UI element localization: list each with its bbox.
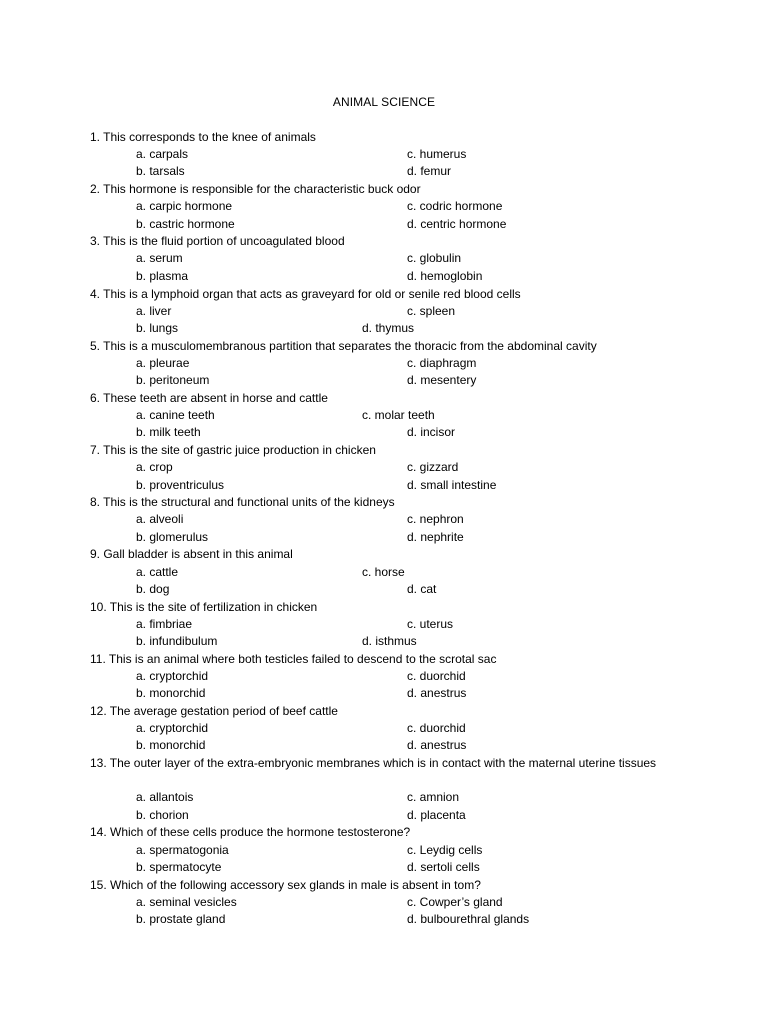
- q7-option-d: d. small intestine: [407, 478, 497, 492]
- q14-option-a: a. spermatogonia: [136, 843, 229, 857]
- question-15: 15. Which of the following accessory sex glands in male is absent in tom?: [90, 878, 481, 892]
- q5-option-b: b. peritoneum: [136, 373, 210, 387]
- question-13: 13. The outer layer of the extra-embryonic membranes which is in contact with the maternal uterine tissues: [90, 756, 657, 770]
- q9-option-a: a. cattle: [136, 565, 179, 579]
- q4-option-c: c. spleen: [407, 304, 456, 318]
- q6-option-d: d. incisor: [407, 425, 456, 439]
- q12-option-c: c. duorchid: [407, 721, 466, 735]
- q13-option-b: b. chorion: [136, 808, 189, 822]
- q14-option-b: b. spermatocyte: [136, 860, 222, 874]
- q5-option-d: d. mesentery: [407, 373, 477, 387]
- q3-option-d: d. hemoglobin: [407, 269, 483, 283]
- question-8: 8. This is the structural and functional units of the kidneys: [90, 495, 395, 509]
- q4-option-a: a. liver: [136, 304, 172, 318]
- document-title: ANIMAL SCIENCE: [332, 95, 436, 109]
- q4-option-b: b. lungs: [136, 321, 179, 335]
- question-6: 6. These teeth are absent in horse and cattle: [90, 391, 328, 405]
- q8-option-d: d. nephrite: [407, 530, 464, 544]
- q6-option-a: a. canine teeth: [136, 408, 215, 422]
- q15-option-a: a. seminal vesicles: [136, 895, 237, 909]
- question-9: 9. Gall bladder is absent in this animal: [90, 547, 293, 561]
- q11-option-d: d. anestrus: [407, 686, 467, 700]
- q9-option-c: c. horse: [362, 565, 405, 579]
- question-3: 3. This is the fluid portion of uncoagulated blood: [90, 234, 345, 248]
- question-10: 10. This is the site of fertilization in chicken: [90, 600, 318, 614]
- question-2: 2. This hormone is responsible for the characteristic buck odor: [90, 182, 421, 196]
- q1-option-d: d. femur: [407, 164, 452, 178]
- q13-option-a: a. allantois: [136, 790, 194, 804]
- q2-option-a: a. carpic hormone: [136, 199, 233, 213]
- q10-option-c: c. uterus: [407, 617, 454, 631]
- q5-option-c: c. diaphragm: [407, 356, 477, 370]
- q1-option-c: c. humerus: [407, 147, 467, 161]
- q14-option-d: d. sertoli cells: [407, 860, 480, 874]
- q1-option-a: a. carpals: [136, 147, 189, 161]
- q3-option-b: b. plasma: [136, 269, 189, 283]
- question-14: 14. Which of these cells produce the hormone testosterone?: [90, 825, 411, 839]
- q7-option-b: b. proventriculus: [136, 478, 225, 492]
- q11-option-a: a. cryptorchid: [136, 669, 209, 683]
- q8-option-a: a. alveoli: [136, 512, 184, 526]
- q7-option-c: c. gizzard: [407, 460, 459, 474]
- q11-option-c: c. duorchid: [407, 669, 466, 683]
- q12-option-a: a. cryptorchid: [136, 721, 209, 735]
- q15-option-d: d. bulbourethral glands: [407, 912, 530, 926]
- q13-option-c: c. amnion: [407, 790, 460, 804]
- q10-option-d: d. isthmus: [362, 634, 417, 648]
- q8-option-c: c. nephron: [407, 512, 464, 526]
- q6-option-c: c. molar teeth: [362, 408, 435, 422]
- q6-option-b: b. milk teeth: [136, 425, 201, 439]
- q9-option-d: d. cat: [407, 582, 437, 596]
- q7-option-a: a. crop: [136, 460, 173, 474]
- q1-option-b: b. tarsals: [136, 164, 185, 178]
- question-11: 11. This is an animal where both testicles failed to descend to the scrotal sac: [90, 652, 497, 666]
- q3-option-c: c. globulin: [407, 251, 462, 265]
- q15-option-c: c. Cowper’s gland: [407, 895, 503, 909]
- q14-option-c: c. Leydig cells: [407, 843, 483, 857]
- question-5: 5. This is a musculomembranous partition that separates the thoracic from the abdominal cavity: [90, 339, 597, 353]
- q13-option-d: d. placenta: [407, 808, 466, 822]
- q4-option-d: d. thymus: [362, 321, 415, 335]
- q8-option-b: b. glomerulus: [136, 530, 209, 544]
- q11-option-b: b. monorchid: [136, 686, 206, 700]
- q2-option-d: d. centric hormone: [407, 217, 507, 231]
- q10-option-b: b. infundibulum: [136, 634, 218, 648]
- q3-option-a: a. serum: [136, 251, 183, 265]
- q15-option-b: b. prostate gland: [136, 912, 226, 926]
- q12-option-b: b. monorchid: [136, 738, 206, 752]
- question-7: 7. This is the site of gastric juice production in chicken: [90, 443, 376, 457]
- q2-option-c: c. codric hormone: [407, 199, 503, 213]
- q5-option-a: a. pleurae: [136, 356, 190, 370]
- q12-option-d: d. anestrus: [407, 738, 467, 752]
- question-12: 12. The average gestation period of beef cattle: [90, 704, 338, 718]
- question-4: 4. This is a lymphoid organ that acts as graveyard for old or senile red blood cells: [90, 287, 521, 301]
- q2-option-b: b. castric hormone: [136, 217, 235, 231]
- q9-option-b: b. dog: [136, 582, 170, 596]
- question-1: 1. This corresponds to the knee of animals: [90, 130, 316, 144]
- q10-option-a: a. fimbriae: [136, 617, 193, 631]
